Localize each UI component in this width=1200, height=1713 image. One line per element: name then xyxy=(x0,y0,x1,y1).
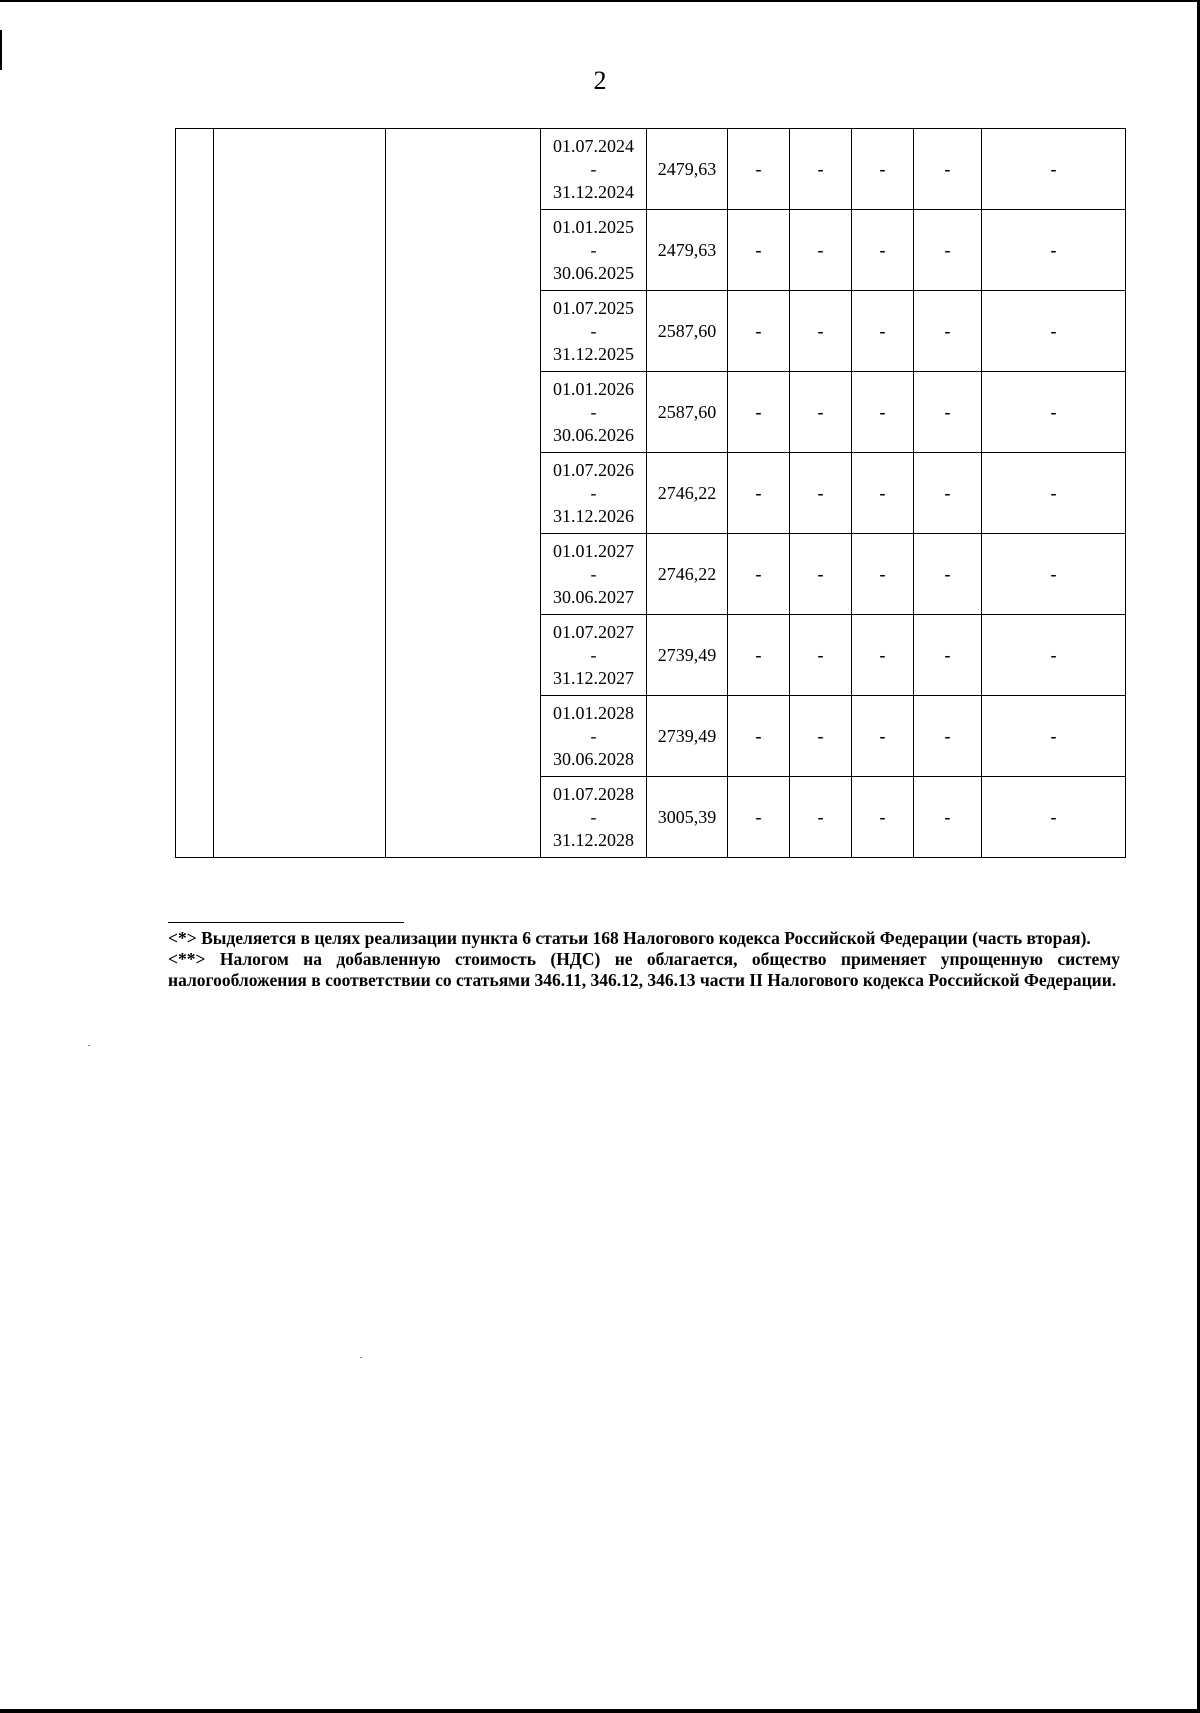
period-end: 31.12.2025 xyxy=(553,343,634,364)
period-sep: - xyxy=(590,725,597,746)
scan-edge-top xyxy=(0,0,1200,2)
period-start: 01.01.2027 xyxy=(553,540,634,561)
dash-cell: - xyxy=(852,534,914,615)
dash-cell: - xyxy=(914,210,982,291)
tariff-value-cell: 2746,22 xyxy=(647,453,728,534)
tariff-value-cell: 2479,63 xyxy=(647,210,728,291)
footnote-vat-exempt: <**> Налогом на добавленную стоимость (НДС) не облагается, общество применяет упрощенную систему налогообложения в соответствии со статьями 346.11, 346.12, 346.13 части II Налогового кодекса Российской Федерации. xyxy=(168,949,1120,990)
dash-cell: - xyxy=(728,129,790,210)
dash-cell: - xyxy=(852,777,914,858)
page-number: 2 xyxy=(593,66,607,95)
dash-cell: - xyxy=(852,210,914,291)
period-start: 01.01.2026 xyxy=(553,378,634,399)
period-sep: - xyxy=(590,563,597,584)
dash-cell: - xyxy=(982,453,1126,534)
period-cell xyxy=(541,129,647,210)
tariff-value-cell: 2479,63 xyxy=(647,129,728,210)
period-sep: - xyxy=(590,806,597,827)
dash-cell: - xyxy=(728,372,790,453)
period-cell xyxy=(541,453,647,534)
dash-cell: - xyxy=(914,534,982,615)
dash-cell: - xyxy=(982,615,1126,696)
period-end: 30.06.2025 xyxy=(553,262,634,283)
dash-cell: - xyxy=(852,372,914,453)
dash-cell: - xyxy=(790,777,852,858)
footnote-separator xyxy=(168,922,404,923)
footnote-vat-allocation: <*> Выделяется в целях реализации пункта 6 статьи 168 Налогового кодекса Российской Федерации (часть вторая). xyxy=(168,928,1091,948)
dash-cell: - xyxy=(852,615,914,696)
tariff-table-body xyxy=(176,129,1126,858)
dash-cell: - xyxy=(982,291,1126,372)
dash-cell: - xyxy=(728,210,790,291)
dash-cell: - xyxy=(914,777,982,858)
dash-cell: - xyxy=(982,372,1126,453)
dash-cell: - xyxy=(914,453,982,534)
dash-cell: - xyxy=(790,453,852,534)
period-cell xyxy=(541,372,647,453)
period-end: 30.06.2026 xyxy=(553,424,634,445)
name-cell xyxy=(214,129,386,858)
dash-cell: - xyxy=(852,453,914,534)
dash-cell: - xyxy=(790,696,852,777)
tariff-value-cell: 2587,60 xyxy=(647,372,728,453)
period-start: 01.01.2025 xyxy=(553,216,634,237)
dash-cell: - xyxy=(914,615,982,696)
period-sep: - xyxy=(590,158,597,179)
dash-cell: - xyxy=(852,129,914,210)
indicator-cell xyxy=(386,129,541,858)
period-start: 01.01.2028 xyxy=(553,702,634,723)
dash-cell: - xyxy=(982,210,1126,291)
dash-cell: - xyxy=(914,372,982,453)
dash-cell: - xyxy=(914,696,982,777)
period-end: 31.12.2027 xyxy=(553,667,634,688)
tariff-value-cell: 2739,49 xyxy=(647,696,728,777)
period-end: 31.12.2024 xyxy=(553,181,634,202)
dash-cell: - xyxy=(728,777,790,858)
period-end: 30.06.2027 xyxy=(553,586,634,607)
period-cell xyxy=(541,210,647,291)
period-start: 01.07.2024 xyxy=(553,135,634,156)
scan-speck xyxy=(88,1045,90,1046)
dash-cell: - xyxy=(982,129,1126,210)
tariff-value-cell: 3005,39 xyxy=(647,777,728,858)
dash-cell: - xyxy=(728,453,790,534)
period-cell xyxy=(541,534,647,615)
dash-cell: - xyxy=(790,129,852,210)
tariff-value-cell: 2746,22 xyxy=(647,534,728,615)
period-end: 30.06.2028 xyxy=(553,748,634,769)
period-end: 31.12.2026 xyxy=(553,505,634,526)
row-number-cell xyxy=(176,129,214,858)
footnotes xyxy=(168,928,1120,991)
period-cell xyxy=(541,615,647,696)
period-sep: - xyxy=(590,482,597,503)
dash-cell: - xyxy=(728,291,790,372)
period-sep: - xyxy=(590,401,597,422)
period-sep: - xyxy=(590,320,597,341)
period-cell xyxy=(541,291,647,372)
dash-cell: - xyxy=(914,291,982,372)
dash-cell: - xyxy=(790,372,852,453)
period-start: 01.07.2027 xyxy=(553,621,634,642)
period-cell xyxy=(541,696,647,777)
scan-edge-left xyxy=(0,30,2,70)
dash-cell: - xyxy=(982,777,1126,858)
period-start: 01.07.2025 xyxy=(553,297,634,318)
period-start: 01.07.2028 xyxy=(553,783,634,804)
tariff-value-cell: 2587,60 xyxy=(647,291,728,372)
period-end: 31.12.2028 xyxy=(553,829,634,850)
dash-cell: - xyxy=(982,534,1126,615)
dash-cell: - xyxy=(914,129,982,210)
dash-cell: - xyxy=(790,534,852,615)
dash-cell: - xyxy=(982,696,1126,777)
dash-cell: - xyxy=(852,696,914,777)
dash-cell: - xyxy=(852,291,914,372)
period-start: 01.07.2026 xyxy=(553,459,634,480)
dash-cell: - xyxy=(728,534,790,615)
scan-edge-bottom xyxy=(0,1709,1200,1713)
tariff-value-cell: 2739,49 xyxy=(647,615,728,696)
period-sep: - xyxy=(590,644,597,665)
period-sep: - xyxy=(590,239,597,260)
dash-cell: - xyxy=(728,615,790,696)
period-cell xyxy=(541,777,647,858)
dash-cell: - xyxy=(790,210,852,291)
scan-speck xyxy=(360,1357,362,1358)
table-row xyxy=(176,129,1126,210)
tariff-table xyxy=(175,128,1126,858)
dash-cell: - xyxy=(728,696,790,777)
dash-cell: - xyxy=(790,615,852,696)
dash-cell: - xyxy=(790,291,852,372)
